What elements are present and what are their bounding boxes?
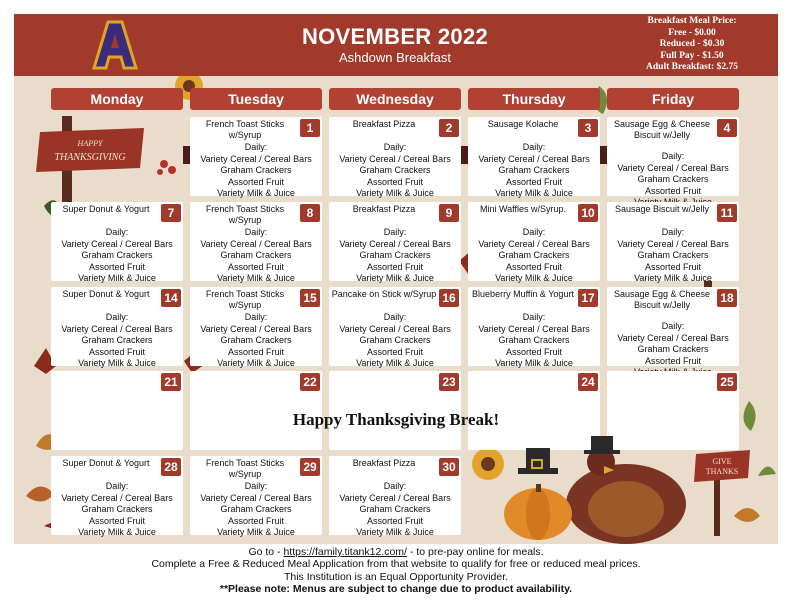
day-header-tuesday: Tuesday (190, 88, 322, 110)
day-number: 28 (161, 458, 181, 476)
daily-item: Variety Cereal / Cereal Bars (617, 332, 729, 343)
daily-label: Daily: (661, 227, 685, 237)
daily-items (192, 142, 320, 200)
daily-item: Graham Crackers (220, 335, 292, 345)
day-cell (468, 202, 600, 281)
day-cell (329, 117, 461, 196)
price-reduced: Reduced - $0.30 (659, 39, 725, 49)
day-cell (190, 117, 322, 196)
daily-label: Daily: (522, 312, 546, 322)
menu-item: Sausage Biscuit w/Jelly (614, 204, 710, 214)
footer-line-3: This Institution is an Equal Opportunity Provider. (283, 570, 509, 583)
menu-item: Sausage Egg & Cheese Biscuit w/Jelly (613, 119, 711, 140)
sign-left-text: HAPPY (77, 139, 103, 148)
give-thanks-sign (694, 450, 752, 484)
menu-item: Breakfast Pizza (352, 119, 416, 129)
day-cell (329, 456, 461, 535)
day-cell (190, 202, 322, 281)
day-number: 17 (578, 289, 598, 307)
menu-item: Pancake on Stick w/Syrup (331, 289, 437, 299)
daily-item: Assorted Fruit (227, 346, 285, 357)
day-cell (329, 202, 461, 281)
day-number: 22 (300, 373, 320, 391)
menu-item: French Toast Sticks w/Syrup (205, 289, 285, 310)
divider-strip (183, 146, 190, 164)
day-number: 3 (578, 119, 598, 137)
menu-item: Breakfast Pizza (352, 458, 416, 468)
daily-item: Assorted Fruit (366, 176, 424, 187)
day-number: 15 (300, 289, 320, 307)
daily-item: Graham Crackers (81, 504, 153, 514)
day-cell (468, 287, 600, 366)
menu-item: Sausage Kolache (487, 119, 559, 129)
daily-label: Daily: (522, 142, 546, 152)
daily-label: Daily: (244, 481, 268, 491)
sign-left-text-2: THANKSGIVING (54, 152, 126, 163)
daily-item: Assorted Fruit (88, 515, 146, 526)
daily-item: Variety Cereal / Cereal Bars (478, 238, 590, 249)
daily-items (192, 481, 320, 539)
daily-item: Variety Milk & Juice (217, 358, 295, 368)
daily-item: Variety Milk & Juice (217, 527, 295, 537)
daily-item: Variety Cereal / Cereal Bars (61, 492, 173, 503)
daily-item: Variety Cereal / Cereal Bars (478, 153, 590, 164)
day-cell (51, 202, 183, 281)
divider-strip (461, 146, 468, 164)
daily-item: Graham Crackers (498, 165, 570, 175)
day-number: 23 (439, 373, 459, 391)
day-cell (51, 456, 183, 535)
menu-item: Sausage Egg & Cheese Biscuit w/Jelly (613, 289, 711, 310)
daily-item: Assorted Fruit (88, 346, 146, 357)
day-header-monday: Monday (51, 88, 183, 110)
daily-items (192, 227, 320, 285)
daily-item: Variety Cereal / Cereal Bars (339, 238, 451, 249)
menu-item: Super Donut & Yogurt (62, 204, 150, 214)
daily-item: Assorted Fruit (505, 346, 563, 357)
daily-item: Graham Crackers (359, 250, 431, 260)
daily-item: Variety Milk & Juice (356, 358, 434, 368)
daily-item: Variety Cereal / Cereal Bars (617, 238, 729, 249)
sign-right-text: GIVE (712, 457, 732, 466)
daily-item: Variety Milk & Juice (495, 273, 573, 283)
daily-item: Graham Crackers (220, 504, 292, 514)
price-free: Free - $0.00 (668, 27, 716, 38)
daily-item: Graham Crackers (220, 165, 292, 175)
daily-item: Variety Milk & Juice (356, 527, 434, 537)
page-title: NOVEMBER 2022 (301, 24, 489, 49)
divider-strip (600, 146, 607, 164)
daily-item: Variety Milk & Juice (78, 527, 156, 537)
menu-item: Super Donut & Yogurt (62, 458, 150, 468)
daily-item: Graham Crackers (81, 335, 153, 345)
daily-item: Graham Crackers (359, 165, 431, 175)
daily-item: Variety Milk & Juice (78, 358, 156, 368)
daily-label: Daily: (661, 151, 685, 161)
daily-item: Graham Crackers (498, 250, 570, 260)
day-cell (607, 117, 739, 196)
day-number: 4 (717, 119, 737, 137)
daily-item: Graham Crackers (359, 335, 431, 345)
daily-items (470, 312, 598, 370)
thanksgiving-break-message: Happy Thanksgiving Break! (292, 410, 500, 429)
happy-thanksgiving-sign (36, 126, 148, 176)
daily-item: Variety Milk & Juice (356, 273, 434, 283)
daily-item: Variety Cereal / Cereal Bars (478, 323, 590, 334)
price-adult: Adult Breakfast: $2.75 (646, 62, 738, 72)
daily-item: Assorted Fruit (644, 261, 702, 272)
daily-label: Daily: (244, 227, 268, 237)
day-number: 14 (161, 289, 181, 307)
daily-label: Daily: (105, 481, 129, 491)
daily-item: Variety Milk & Juice (495, 188, 573, 198)
daily-item: Assorted Fruit (644, 185, 702, 196)
daily-item: Variety Milk & Juice (356, 188, 434, 198)
price-full: Full Pay - $1.50 (660, 50, 724, 61)
day-number: 7 (161, 204, 181, 222)
daily-label: Daily: (105, 312, 129, 322)
daily-item: Graham Crackers (359, 504, 431, 514)
daily-items (331, 227, 459, 285)
daily-item: Variety Milk & Juice (217, 273, 295, 283)
prepay-link[interactable]: https://family.titank12.com/ (283, 546, 407, 558)
footer-notes (14, 546, 778, 596)
day-cell (51, 287, 183, 366)
day-header-thursday: Thursday (468, 88, 600, 110)
sign-right-text-2: THANKS (705, 467, 739, 476)
day-number: 11 (717, 204, 737, 222)
day-number: 18 (717, 289, 737, 307)
daily-label: Daily: (383, 142, 407, 152)
day-number: 1 (300, 119, 320, 137)
daily-item: Assorted Fruit (227, 515, 285, 526)
daily-item: Variety Milk & Juice (495, 358, 573, 368)
daily-item: Variety Cereal / Cereal Bars (61, 323, 173, 334)
daily-items (470, 142, 598, 200)
daily-items (192, 312, 320, 370)
daily-item: Graham Crackers (637, 250, 709, 260)
day-number: 25 (717, 373, 737, 391)
daily-item: Variety Cereal / Cereal Bars (339, 323, 451, 334)
day-cell (329, 287, 461, 366)
daily-item: Variety Cereal / Cereal Bars (339, 153, 451, 164)
day-cell (607, 202, 739, 281)
daily-items (53, 227, 181, 285)
footer-suffix: - to pre-pay online for meals. (406, 546, 544, 558)
day-number: 10 (578, 204, 598, 222)
daily-item: Variety Milk & Juice (78, 273, 156, 283)
daily-item: Assorted Fruit (227, 176, 285, 187)
day-number: 2 (439, 119, 459, 137)
footer-line-1 (14, 546, 778, 558)
daily-label: Daily: (383, 481, 407, 491)
menu-item: Blueberry Muffin & Yogurt (472, 289, 574, 299)
daily-items (609, 151, 737, 209)
day-number: 21 (161, 373, 181, 391)
daily-items (53, 481, 181, 539)
daily-label: Daily: (383, 312, 407, 322)
menu-item: French Toast Sticks w/Syrup (205, 458, 285, 479)
daily-item: Graham Crackers (637, 344, 709, 354)
daily-item: Variety Cereal / Cereal Bars (200, 238, 312, 249)
page-subtitle: Ashdown Breakfast (338, 50, 451, 65)
day-number: 30 (439, 458, 459, 476)
daily-items (331, 481, 459, 539)
daily-item: Assorted Fruit (505, 261, 563, 272)
day-number: 24 (578, 373, 598, 391)
day-number: 16 (439, 289, 459, 307)
turkey-pumpkin-illustration (496, 424, 696, 544)
school-logo-icon (92, 20, 138, 70)
daily-item: Assorted Fruit (366, 261, 424, 272)
menu-item: Super Donut & Yogurt (62, 289, 150, 299)
day-cell (190, 456, 322, 535)
daily-item: Assorted Fruit (227, 261, 285, 272)
daily-item: Variety Cereal / Cereal Bars (339, 492, 451, 503)
day-number: 29 (300, 458, 320, 476)
daily-item: Assorted Fruit (88, 261, 146, 272)
daily-item: Assorted Fruit (366, 346, 424, 357)
daily-item: Assorted Fruit (505, 176, 563, 187)
daily-label: Daily: (661, 321, 685, 331)
daily-item: Variety Cereal / Cereal Bars (200, 153, 312, 164)
daily-items (53, 312, 181, 370)
day-number: 8 (300, 204, 320, 222)
daily-label: Daily: (522, 227, 546, 237)
day-number: 9 (439, 204, 459, 222)
footer-line-2: Complete a Free & Reduced Meal Application from that website to qualify for free or reduced meal prices. (151, 558, 641, 571)
daily-item: Variety Cereal / Cereal Bars (61, 238, 173, 249)
daily-item: Assorted Fruit (644, 355, 702, 366)
daily-label: Daily: (105, 227, 129, 237)
daily-label: Daily: (383, 227, 407, 237)
daily-item: Graham Crackers (81, 250, 153, 260)
daily-items (609, 321, 737, 379)
daily-label: Daily: (244, 142, 268, 152)
daily-item: Graham Crackers (498, 335, 570, 345)
menu-item: Mini Waffles w/Syrup. (479, 204, 567, 214)
footer-prefix: Go to - (248, 546, 284, 558)
price-heading: Breakfast Meal Price: (647, 16, 737, 26)
day-cell (468, 117, 600, 196)
menu-item: Breakfast Pizza (352, 204, 416, 214)
day-cell (607, 287, 739, 366)
menu-item: French Toast Sticks w/Syrup (205, 119, 285, 140)
daily-item: Assorted Fruit (366, 515, 424, 526)
daily-items (470, 227, 598, 285)
footer-line-4: **Please note: Menus are subject to change due to product availability. (219, 583, 573, 596)
daily-item: Variety Milk & Juice (634, 273, 712, 283)
day-header-friday: Friday (607, 88, 739, 110)
daily-item: Variety Milk & Juice (217, 188, 295, 198)
day-cell (51, 371, 183, 450)
daily-items (331, 312, 459, 370)
day-cell (190, 287, 322, 366)
daily-label: Daily: (244, 312, 268, 322)
day-header-wednesday: Wednesday (329, 88, 461, 110)
daily-item: Graham Crackers (220, 250, 292, 260)
daily-items (609, 227, 737, 285)
daily-items (331, 142, 459, 200)
daily-item: Variety Cereal / Cereal Bars (200, 492, 312, 503)
daily-item: Variety Cereal / Cereal Bars (617, 162, 729, 173)
daily-item: Variety Cereal / Cereal Bars (200, 323, 312, 334)
meal-prices (612, 16, 772, 74)
daily-item: Graham Crackers (637, 174, 709, 184)
menu-item: French Toast Sticks w/Syrup (205, 204, 285, 225)
